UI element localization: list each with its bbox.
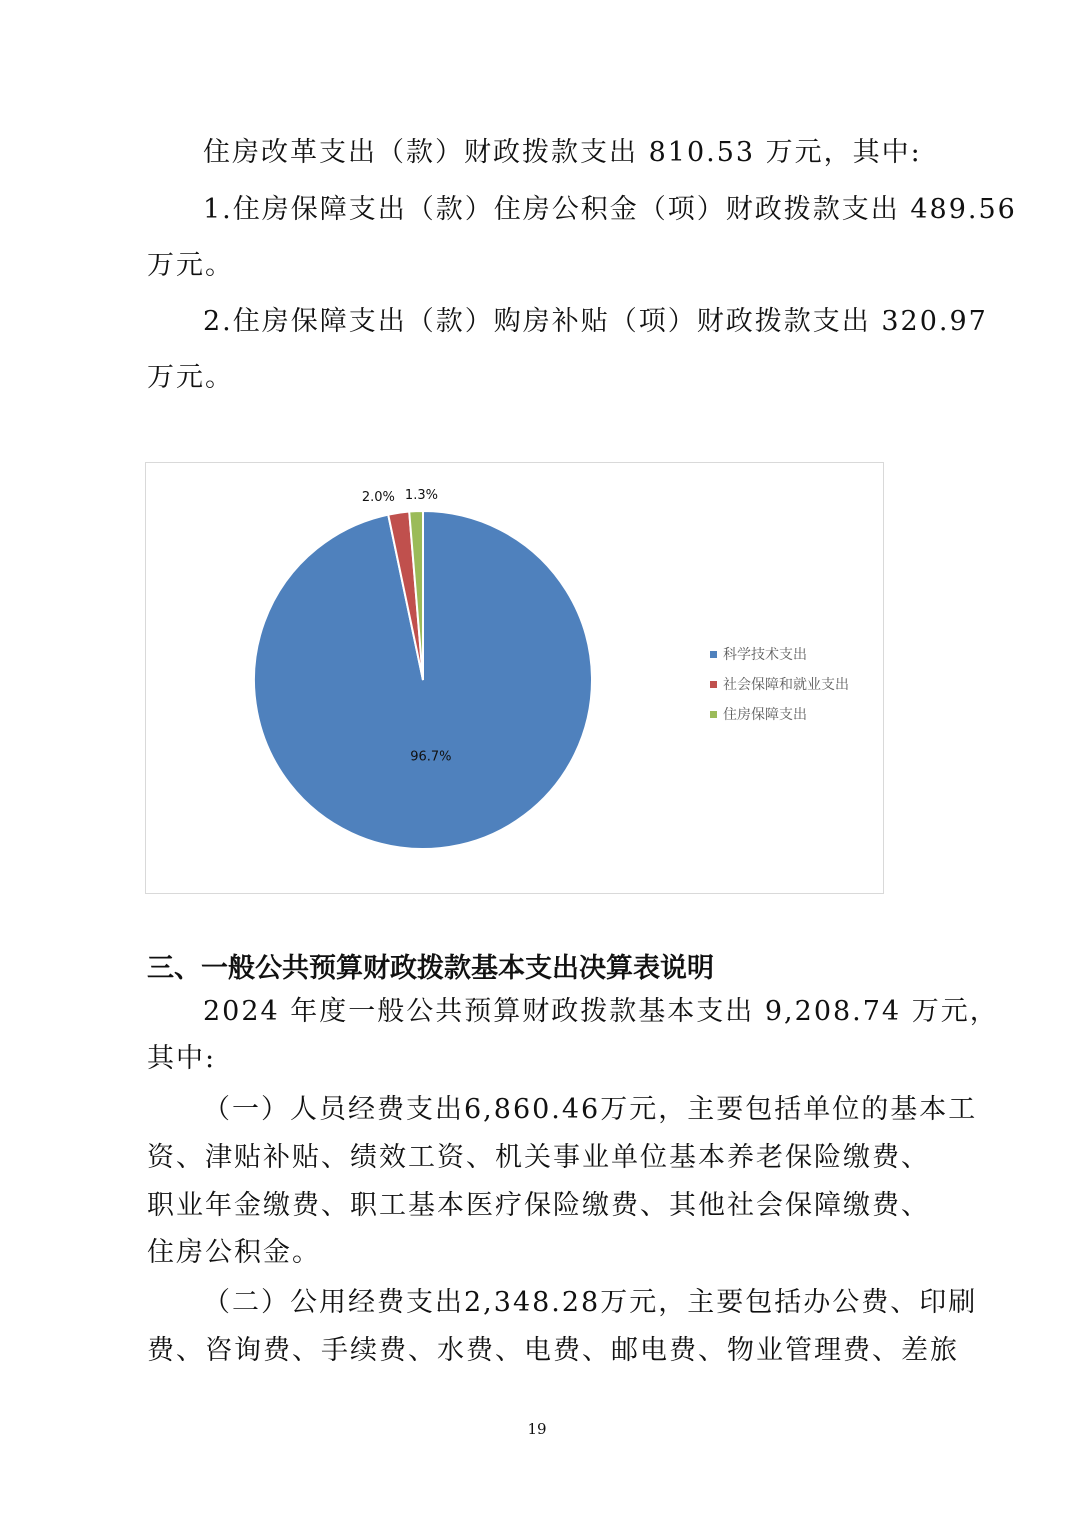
legend-label: 社会保障和就业支出 [723, 677, 849, 693]
legend-item-social-security [710, 669, 849, 699]
para-housing-fund-line1: 1.住房保障支出（款）住房公积金（项）财政拨款支出 489.56 [203, 194, 1017, 225]
legend-label: 科学技术支出 [723, 647, 807, 663]
para-housing-subsidy-line2: 万元。 [147, 362, 234, 393]
section-heading: 三、一般公共预算财政拨款基本支出决算表说明 [147, 953, 714, 984]
legend-swatch [710, 681, 717, 688]
para-basic-expenditure-line2: 其中: [147, 1043, 217, 1074]
para-housing-reform: 住房改革支出（款）财政拨款支出 810.53 万元，其中: [203, 137, 922, 168]
legend-label: 住房保障支出 [723, 707, 807, 723]
para-personnel-line4: 住房公积金。 [147, 1237, 321, 1268]
legend-swatch [710, 711, 717, 718]
page-number: 19 [527, 1420, 547, 1438]
legend-item-science-tech [710, 639, 849, 669]
para-personnel-line1: （一）人员经费支出6,860.46万元，主要包括单位的基本工 [203, 1094, 978, 1125]
para-public-expense-line1: （二）公用经费支出2,348.28万元，主要包括办公费、印刷 [203, 1287, 978, 1318]
para-personnel-line3: 职业年金缴费、职工基本医疗保险缴费、其他社会保障缴费、 [147, 1190, 930, 1221]
para-public-expense-line2: 费、咨询费、手续费、水费、电费、邮电费、物业管理费、差旅 [147, 1335, 959, 1366]
data-label-social-security: 2.0% [361, 489, 395, 505]
para-housing-fund-line2: 万元。 [147, 250, 234, 281]
para-basic-expenditure-line1: 2024 年度一般公共预算财政拨款基本支出 9,208.74 万元， [203, 996, 999, 1027]
para-personnel-line2: 资、津贴补贴、绩效工资、机关事业单位基本养老保险缴费、 [147, 1142, 930, 1173]
pie-chart [145, 462, 884, 894]
chart-legend [710, 639, 849, 729]
legend-swatch [710, 651, 717, 658]
data-label-science-tech: 96.7% [410, 749, 452, 765]
data-label-housing: 1.3% [404, 488, 438, 504]
legend-item-housing [710, 699, 849, 729]
para-housing-subsidy-line1: 2.住房保障支出（款）购房补贴（项）财政拨款支出 320.97 [203, 306, 988, 337]
